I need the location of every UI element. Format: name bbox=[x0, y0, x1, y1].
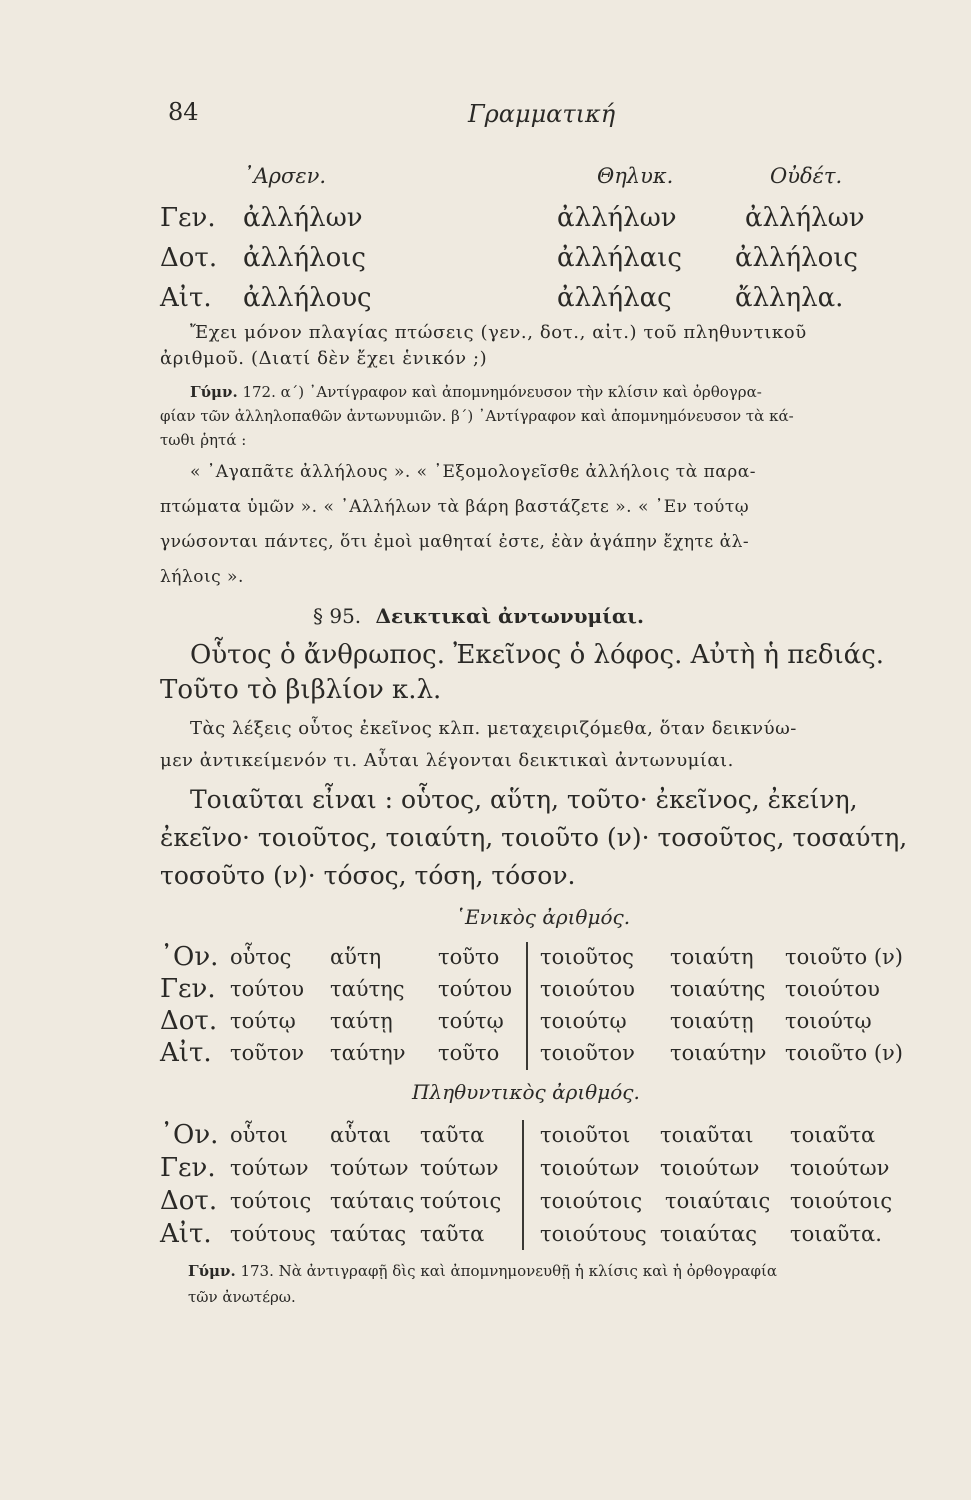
exercise-label: Γύμν. bbox=[190, 383, 238, 401]
reciprocal-note-line1: Ἔχει μόνον πλαγίας πτώσεις (γεν., δοτ., αἰτ.) τοῦ πληθυντικοῦ bbox=[190, 322, 807, 343]
form-cell: τοιοῦτο (ν) bbox=[785, 1041, 903, 1065]
form-cell: τοιούτου bbox=[785, 977, 880, 1001]
form-cell: ἄλληλα. bbox=[735, 283, 844, 313]
form-cell: ἀλλήλους bbox=[243, 283, 372, 313]
col-header-masculine: ᾿Αρσεν. bbox=[243, 164, 327, 188]
form-cell: ταύτης bbox=[330, 977, 405, 1001]
explanation-line: μεν ἀντικείμενόν τι. Αὗται λέγονται δεικτικαὶ ἀντωνυμίαι. bbox=[160, 750, 734, 771]
case-label: Γεν. bbox=[160, 203, 216, 233]
form-cell: ταῦτα bbox=[420, 1123, 485, 1147]
form-cell: ἀλλήλας bbox=[557, 283, 672, 313]
form-cell: τούτων bbox=[330, 1156, 409, 1180]
singular-divider bbox=[526, 942, 528, 1070]
form-cell: τοιαύτη bbox=[670, 945, 754, 969]
form-cell: τούτους bbox=[230, 1222, 316, 1246]
case-label: Γεν. bbox=[160, 974, 216, 1004]
form-cell: αὗται bbox=[330, 1123, 391, 1147]
pronoun-list-line: Τοιαῦται εἶναι : οὗτος, αὕτη, τοῦτο· ἐκεῖνος, ἐκείνη, bbox=[190, 785, 858, 814]
case-label: ᾿Ον. bbox=[160, 1120, 219, 1150]
section-number: § 95. bbox=[313, 604, 362, 628]
form-cell: τοιαῦτα bbox=[790, 1123, 876, 1147]
form-cell: ταύταις bbox=[330, 1189, 415, 1213]
form-cell: τοιαύτην bbox=[670, 1041, 767, 1065]
form-cell: τοιαύταις bbox=[665, 1189, 771, 1213]
example-line: Τοῦτο τὸ βιβλίον κ.λ. bbox=[160, 675, 442, 705]
col-header-neuter: Οὐδέτ. bbox=[770, 164, 843, 188]
form-cell: τούτοις bbox=[230, 1189, 312, 1213]
form-cell: ἀλλήλων bbox=[557, 203, 677, 233]
exercise-173-line1 bbox=[188, 1262, 777, 1280]
section-heading bbox=[313, 604, 644, 628]
form-cell: τοιαύτῃ bbox=[670, 1009, 754, 1033]
form-cell: ἀλλήλων bbox=[745, 203, 865, 233]
form-cell: τούτου bbox=[230, 977, 305, 1001]
example-line: Οὗτος ὁ ἄνθρωπος. Ἐκεῖνος ὁ λόφος. Αὐτὴ ἡ πεδιάς. bbox=[190, 640, 885, 670]
quote-line: « ᾿Αγαπᾶτε ἀλλήλους ». « ᾿Εξομολογεῖσθε ἀλλήλοις τὰ παρα- bbox=[190, 462, 756, 482]
case-label: Δοτ. bbox=[160, 243, 218, 273]
form-cell: τοιαῦται bbox=[660, 1123, 754, 1147]
form-cell: οὗτοι bbox=[230, 1123, 288, 1147]
form-cell: τοῦτο bbox=[438, 945, 500, 969]
form-cell: οὗτος bbox=[230, 945, 292, 969]
exercise-173-line2: τῶν ἀνωτέρω. bbox=[188, 1288, 296, 1306]
explanation-line: Τὰς λέξεις οὗτος ἐκεῖνος κλπ. μεταχειριζόμεθα, ὅταν δεικνύω- bbox=[190, 718, 797, 739]
running-title: Γραμματική bbox=[468, 100, 616, 128]
form-cell: τοιούτους bbox=[540, 1222, 647, 1246]
form-cell: τούτων bbox=[230, 1156, 309, 1180]
form-cell: τοιαύτας bbox=[660, 1222, 758, 1246]
form-cell: τοιοῦτον bbox=[540, 1041, 635, 1065]
exercise-172-line2: φίαν τῶν ἀλληλοπαθῶν ἀντωνυμιῶν. β΄) ᾿Αντίγραφον καὶ ἀπομνημόνευσον τὰ κά- bbox=[160, 407, 794, 425]
quote-line: γνώσονται πάντες, ὅτι ἐμοὶ μαθηταί ἐστε, ἐὰν ἀγάπην ἔχητε ἀλ- bbox=[160, 532, 750, 552]
case-label: Γεν. bbox=[160, 1153, 216, 1183]
form-cell: τοιαύτης bbox=[670, 977, 766, 1001]
pronoun-list-line: τοσοῦτο (ν)· τόσος, τόση, τόσον. bbox=[160, 861, 576, 890]
form-cell: τοιούτοις bbox=[540, 1189, 643, 1213]
quote-line: πτώματα ὑμῶν ». « ᾿Αλλήλων τὰ βάρη βαστάζετε ». « ᾿Εν τούτῳ bbox=[160, 497, 750, 517]
case-label: Αἰτ. bbox=[160, 1219, 212, 1249]
form-cell: τούτων bbox=[420, 1156, 499, 1180]
form-cell: τοιοῦτο (ν) bbox=[785, 945, 903, 969]
form-cell: ἀλλήλων bbox=[243, 203, 363, 233]
form-cell: αὕτη bbox=[330, 945, 382, 969]
form-cell: τούτῳ bbox=[230, 1009, 296, 1033]
form-cell: ταύτῃ bbox=[330, 1009, 393, 1033]
form-cell: ἀλλήλαις bbox=[557, 243, 682, 273]
form-cell: τοῦτον bbox=[230, 1041, 305, 1065]
case-label: Δοτ. bbox=[160, 1186, 218, 1216]
case-label: ᾿Ον. bbox=[160, 942, 219, 972]
page-number: 84 bbox=[168, 98, 199, 126]
form-cell: τοιούτου bbox=[540, 977, 635, 1001]
exercise-text: 172. α΄) ᾿Αντίγραφον καὶ ἀπομνημόνευσον τὴν κλίσιν καὶ ὀρθογρα- bbox=[242, 383, 762, 401]
form-cell: τοιούτων bbox=[540, 1156, 640, 1180]
form-cell: τοιούτων bbox=[660, 1156, 760, 1180]
form-cell: τοιούτοις bbox=[790, 1189, 893, 1213]
plural-heading: Πληθυντικὸς ἀριθμός. bbox=[412, 1080, 640, 1104]
case-label: Αἰτ. bbox=[160, 283, 212, 313]
form-cell: τοιοῦτοι bbox=[540, 1123, 631, 1147]
exercise-text: 173. Νὰ ἀντιγραφῇ δὶς καὶ ἀπομνημονευθῇ ἡ κλίσις καὶ ἡ ὀρθογραφία bbox=[240, 1262, 777, 1280]
col-header-feminine: Θηλυκ. bbox=[597, 164, 674, 188]
form-cell: τούτοις bbox=[420, 1189, 502, 1213]
plural-divider bbox=[522, 1120, 524, 1250]
case-label: Αἰτ. bbox=[160, 1038, 212, 1068]
form-cell: τοιούτῳ bbox=[785, 1009, 872, 1033]
pronoun-list-line: ἐκεῖνο· τοιοῦτος, τοιαύτη, τοιοῦτο (ν)· τοσοῦτος, τοσαύτη, bbox=[160, 823, 908, 852]
form-cell: ταύτας bbox=[330, 1222, 407, 1246]
exercise-172-line3: τωθι ῥητά : bbox=[160, 431, 247, 449]
form-cell: τοιούτων bbox=[790, 1156, 890, 1180]
case-label: Δοτ. bbox=[160, 1006, 218, 1036]
form-cell: τοιοῦτος bbox=[540, 945, 634, 969]
form-cell: τούτῳ bbox=[438, 1009, 504, 1033]
form-cell: τοιούτῳ bbox=[540, 1009, 627, 1033]
form-cell: τούτου bbox=[438, 977, 513, 1001]
exercise-172-line1 bbox=[190, 383, 762, 401]
quote-line: λήλοις ». bbox=[160, 567, 244, 587]
reciprocal-note-line2: ἀριθμοῦ. (Διατί δὲν ἔχει ἑνικόν ;) bbox=[160, 348, 488, 369]
form-cell: τοιαῦτα. bbox=[790, 1222, 882, 1246]
form-cell: ἀλλήλοις bbox=[243, 243, 366, 273]
form-cell: τοῦτο bbox=[438, 1041, 500, 1065]
form-cell: ταύτην bbox=[330, 1041, 406, 1065]
form-cell: ἀλλήλοις bbox=[735, 243, 858, 273]
exercise-label: Γύμν. bbox=[188, 1262, 236, 1280]
form-cell: ταῦτα bbox=[420, 1222, 485, 1246]
singular-heading: ῾Ενικὸς ἀριθμός. bbox=[455, 905, 631, 929]
section-title: Δεικτικαὶ ἀντωνυμίαι. bbox=[375, 604, 644, 628]
